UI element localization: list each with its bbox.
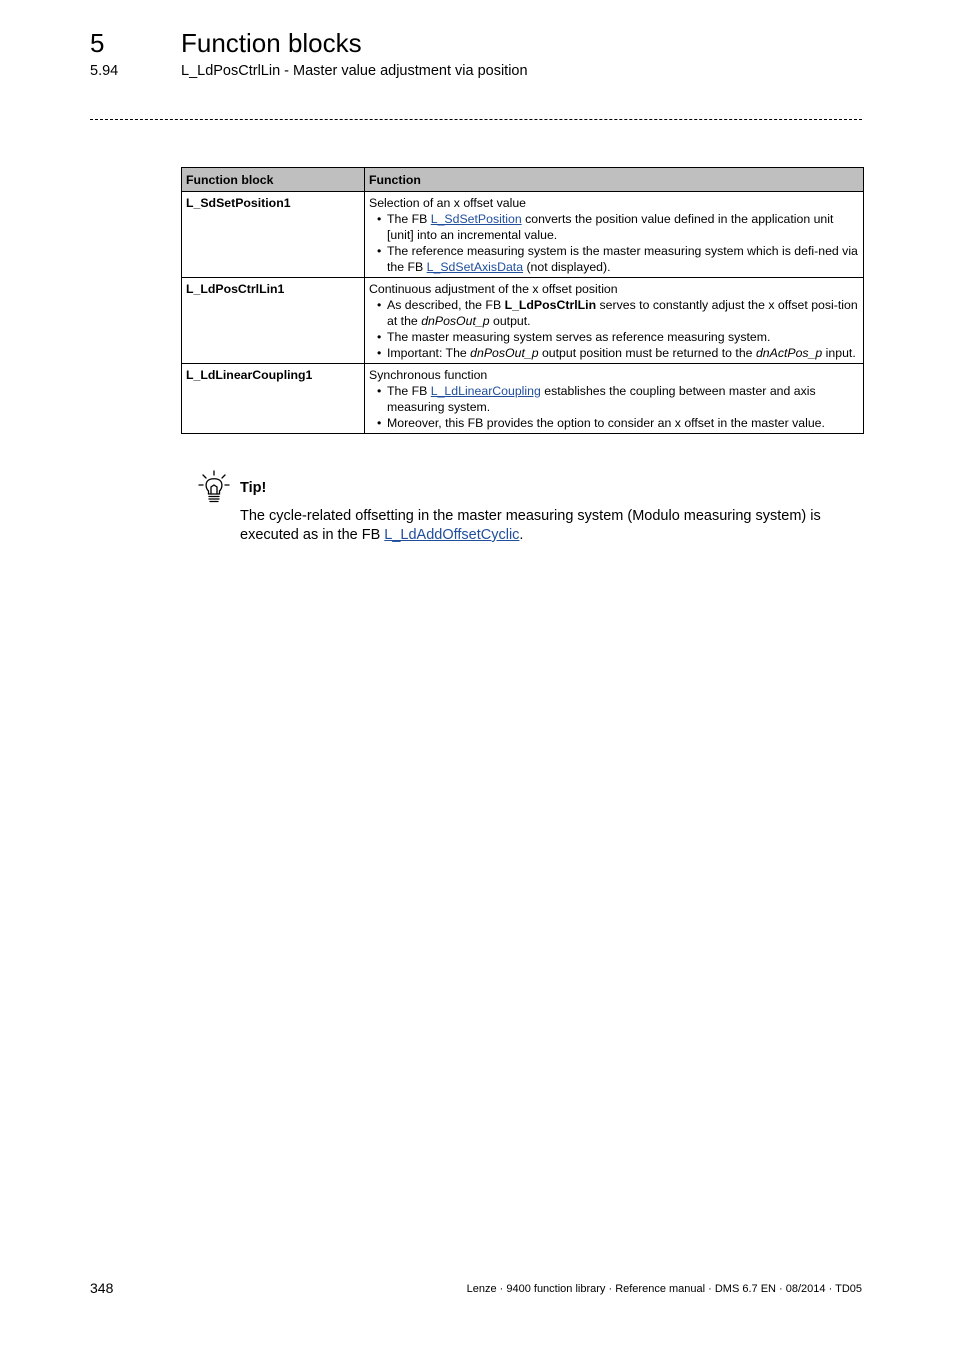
function-description — [365, 364, 864, 434]
chapter-number: 5 — [90, 28, 105, 58]
text-span: The FB — [387, 384, 431, 398]
footer-doc-info: Lenze · 9400 function library · Reference manual · DMS 6.7 EN · 08/2014 · TD05 — [466, 1283, 862, 1295]
function-description — [365, 192, 864, 278]
text-span: . — [519, 527, 524, 543]
text-span: input. — [822, 346, 856, 360]
text-span: serves to constantly adjust the x offset posi-tion at the — [387, 298, 858, 328]
text-span: The master measuring system serves as reference measuring system. — [387, 330, 771, 344]
lightbulb-icon — [198, 470, 230, 504]
table-row — [182, 192, 864, 278]
list-item — [369, 329, 859, 345]
text-span: converts the position value defined in the application unit [unit] into an incremental value. — [387, 212, 834, 242]
table-header-row — [182, 168, 864, 192]
text-span: The reference measuring system is the master measuring system which is defi-ned via the FB — [387, 244, 858, 274]
text-span: output position must be returned to the — [538, 346, 756, 360]
bullet-list — [369, 383, 859, 431]
header-divider — [90, 119, 862, 120]
italic-term: dnActPos_p — [755, 346, 823, 360]
bold-term: L_LdPosCtrlLin — [504, 298, 597, 312]
column-header-function-block: Function block — [182, 168, 365, 192]
link-l-ldaddoffsetcyclic[interactable]: L_LdAddOffsetCyclic — [384, 527, 520, 543]
tip-text — [240, 507, 870, 545]
table-row — [182, 278, 864, 364]
section-number: 5.94 — [90, 63, 119, 79]
text-span: (not displayed). — [523, 260, 611, 274]
table-row — [182, 364, 864, 434]
italic-term: dnPosOut_p — [470, 346, 539, 360]
text-span: output. — [489, 314, 531, 328]
function-block-table — [181, 167, 864, 434]
list-item — [369, 297, 859, 329]
italic-term: dnPosOut_p — [421, 314, 490, 328]
function-description — [365, 278, 864, 364]
list-item — [369, 211, 859, 243]
function-intro: Synchronous function — [369, 368, 488, 382]
page-number: 348 — [90, 1280, 114, 1296]
function-block-name: L_LdPosCtrlLin1 — [182, 278, 365, 364]
list-item — [369, 383, 859, 415]
text-span: The FB — [387, 212, 431, 226]
link-l-ldlinearcoupling[interactable]: L_LdLinearCoupling — [430, 384, 541, 398]
section-title: L_LdPosCtrlLin - Master value adjustment via position — [181, 63, 528, 79]
bullet-list — [369, 211, 859, 275]
list-item — [369, 415, 859, 431]
tip-label: Tip! — [240, 480, 267, 496]
chapter-title: Function blocks — [181, 28, 362, 58]
text-span: Moreover, this FB provides the option to consider an x offset in the master value. — [387, 416, 825, 430]
link-l-sdsetposition[interactable]: L_SdSetPosition — [430, 212, 522, 226]
column-header-function: Function — [365, 168, 864, 192]
function-intro: Selection of an x offset value — [369, 196, 527, 210]
link-l-sdsetaxisdata[interactable]: L_SdSetAxisData — [426, 260, 524, 274]
text-span: Important: The — [387, 346, 471, 360]
function-block-name: L_LdLinearCoupling1 — [182, 364, 365, 434]
list-item — [369, 345, 859, 361]
text-span: As described, the FB — [387, 298, 505, 312]
list-item — [369, 243, 859, 275]
function-intro: Continuous adjustment of the x offset position — [369, 282, 618, 296]
function-block-name: L_SdSetPosition1 — [182, 192, 365, 278]
text-span: establishes the coupling between master and axis measuring system. — [387, 384, 816, 414]
text-span: The cycle-related offsetting in the master measuring system (Modulo measuring system) is executed as in the FB — [240, 508, 821, 543]
bullet-list — [369, 297, 859, 361]
